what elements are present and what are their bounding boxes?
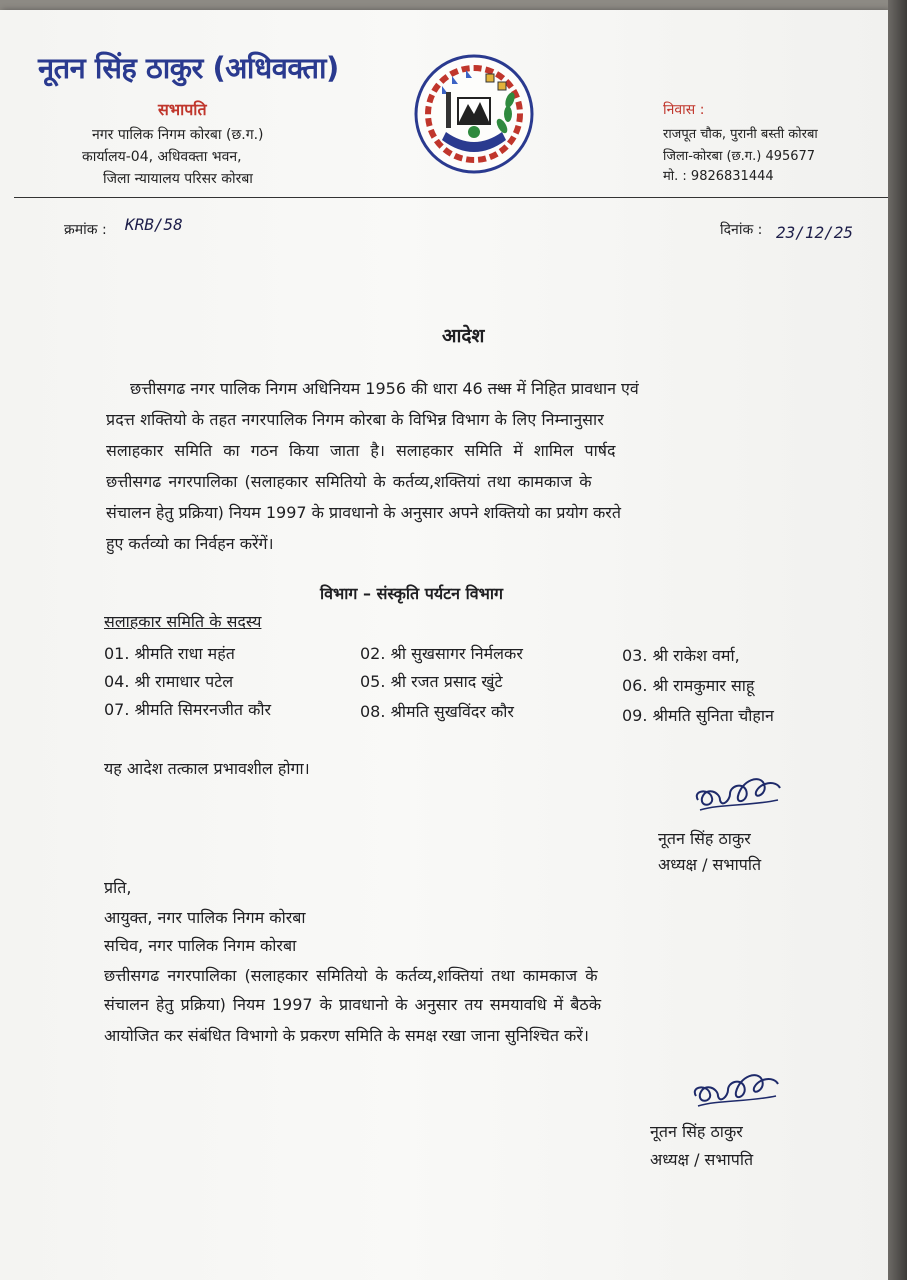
office-line-2: कार्यालय-04, अधिवक्ता भवन, [82,149,242,165]
effect-line: यह आदेश तत्काल प्रभावशील होगा। [104,759,310,778]
order-title: आदेश [442,325,485,347]
signatory-title-1: अध्यक्ष / सभापति [658,855,762,874]
member-6: 06. श्री रामकुमार साहू [622,676,755,695]
date-value: 23/12/25 [776,223,854,242]
member-9: 09. श्रीमति सुनिता चौहान [622,706,774,725]
municipal-emblem-icon [412,52,536,176]
residence-line-2: जिला-कोरबा (छ.ग.) 495677 [663,149,816,164]
residence-line-1: राजपूत चौक, पुरानी बस्ती कोरबा [663,127,818,142]
ref-number-value: KRB/58 [125,215,183,234]
signatory-name-1: नूतन सिंह ठाकुर [658,829,751,848]
office-line-3: जिला न्यायालय परिसर कोरबा [103,171,253,187]
date-label: दिनांक : [720,222,763,238]
order-line-1-b: में निहित प्रावधान एवं [516,379,639,398]
office-line-1: नगर पालिक निगम कोरबा (छ.ग.) [92,127,264,143]
order-line-3: सलाहकार समिति का गठन किया जाता है। सलाहकार समिति में शामिल पार्षद [106,441,616,460]
order-line-1 [130,377,639,399]
header-divider [14,197,888,198]
ref-number-label: क्रमांक : [64,222,107,238]
residence-label: निवास : [663,102,705,118]
order-line-5: संचालन हेतु प्रक्रिया) नियम 1997 के प्रावधानो के अनुसार अपने शक्तियो का प्रयोग करते [106,503,621,522]
struck-word: तथा [487,379,512,398]
copy-to-line-2: सचिव, नगर पालिक निगम कोरबा [104,936,297,955]
order-line-1-a: छत्तीसगढ नगर पालिक निगम अधिनियम 1956 की धारा 46 [130,379,483,398]
copy-to-line-3: छत्तीसगढ नगरपालिका (सलाहकार समितियो के कर्तव्य,शक्तियां तथा कामकाज के [104,966,598,985]
member-4: 04. श्री रामाधार पटेल [104,672,234,691]
copy-to-line-5: आयोजित कर संबंधित विभागो के प्रकरण समिति के समक्ष रखा जाना सुनिश्चित करें। [104,1026,589,1045]
signature-2 [688,1068,788,1114]
letterhead-designation: सभापति [158,100,207,119]
residence-phone: मो. : 9826831444 [663,169,774,184]
member-7: 07. श्रीमति सिमरनजीत कौर [104,700,272,719]
letterhead-name: नूतन सिंह ठाकुर (अधिवक्ता) [38,51,339,85]
order-line-4: छत्तीसगढ नगरपालिका (सलाहकार समितियो के कर्तव्य,शक्तियां तथा कामकाज के [106,472,592,491]
member-5: 05. श्री रजत प्रसाद खुंटे [360,672,503,691]
signature-1 [690,770,790,818]
member-1: 01. श्रीमति राधा महंत [104,644,235,663]
signatory-title-2: अध्यक्ष / सभापति [650,1150,754,1169]
page-edge [888,0,907,1280]
copy-to-line-4: संचालन हेतु प्रक्रिया) नियम 1997 के प्रावधानो के अनुसार तय समयावधि में बैठके [104,995,602,1014]
member-8: 08. श्रीमति सुखविंदर कौर [360,702,514,721]
member-3: 03. श्री राकेश वर्मा, [622,646,740,665]
member-2: 02. श्री सुखसागर निर्मलकर [360,644,523,663]
department-heading: विभाग – संस्कृति पर्यटन विभाग [320,584,504,603]
order-line-2: प्रदत्त शक्तियो के तहत नगरपालिक निगम कोरबा के विभिन्न विभाग के लिए निम्नानुसार [106,410,604,429]
copy-to-label: प्रति, [104,878,132,897]
signatory-name-2: नूतन सिंह ठाकुर [650,1122,743,1141]
copy-to-line-1: आयुक्त, नगर पालिक निगम कोरबा [104,908,306,927]
members-heading: सलाहकार समिति के सदस्य [104,612,262,631]
order-line-6: हुए कर्तव्यो का निर्वहन करेंगें। [106,534,274,553]
